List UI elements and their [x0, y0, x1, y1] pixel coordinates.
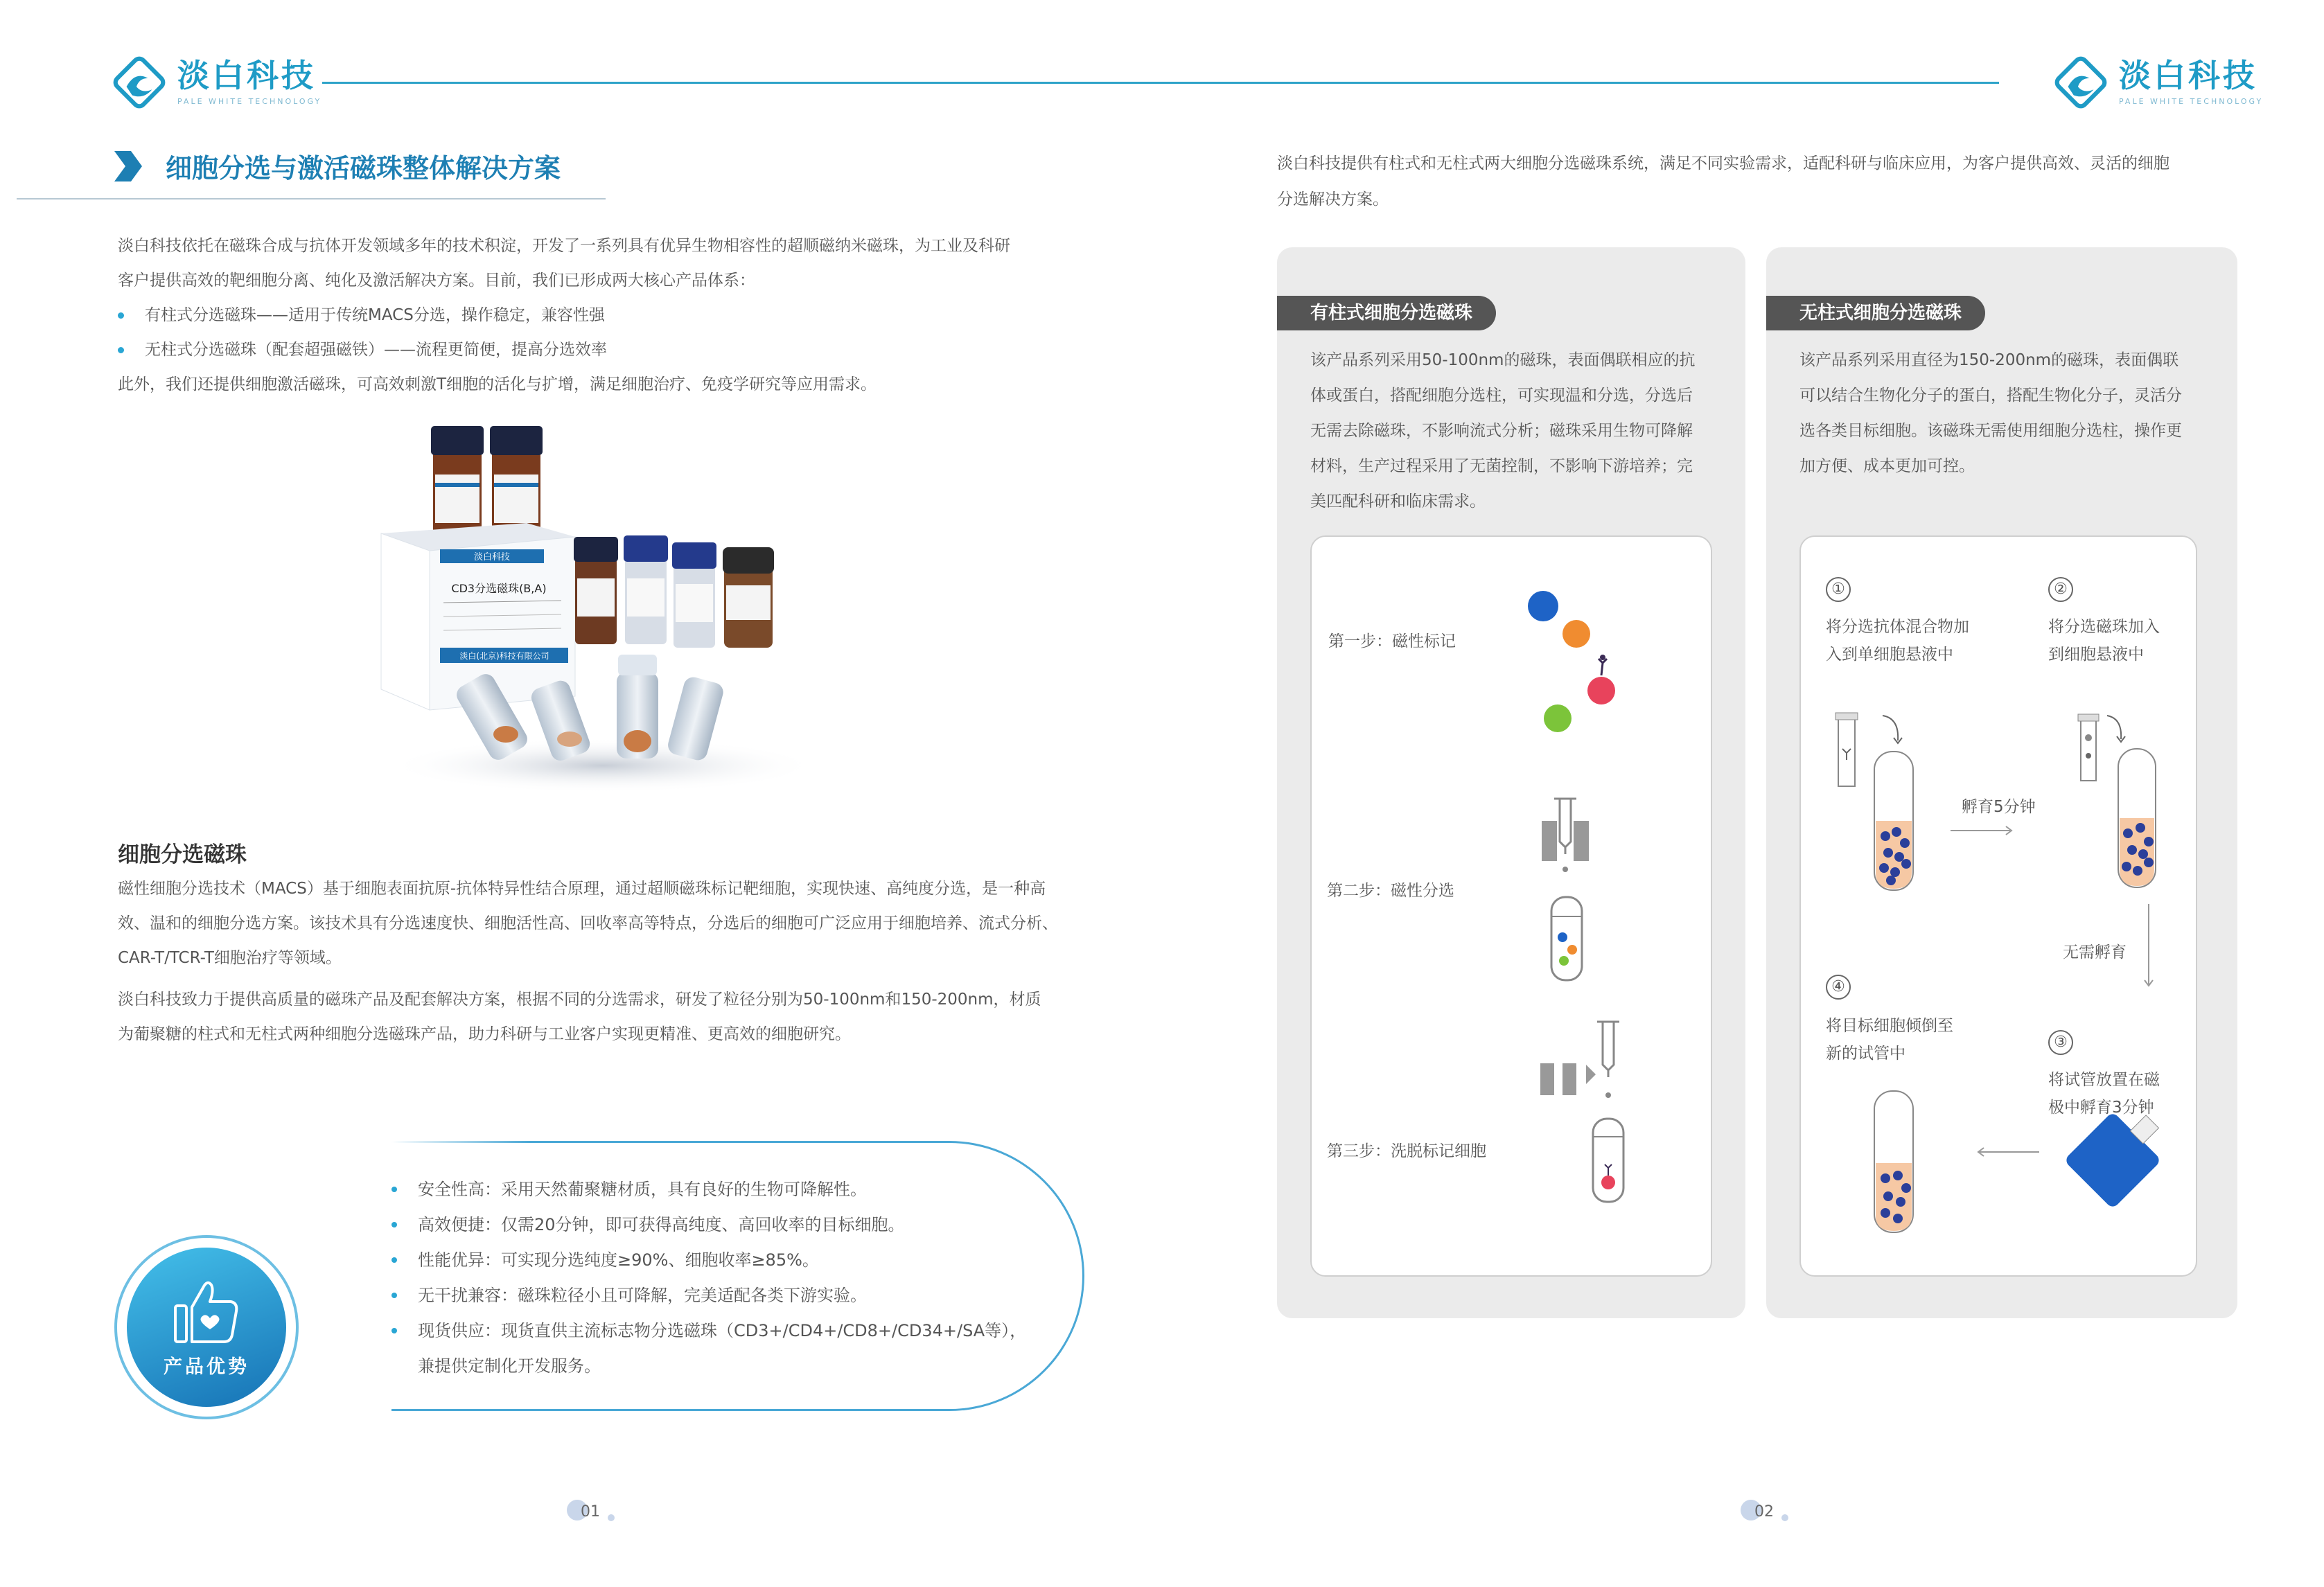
advantages-label: 产品优势 — [164, 1356, 249, 1378]
panel-description: 该产品系列采用直径为150-200nm的磁珠，表面偶联 可以结合生物化分子的蛋白，搭配生物化分子，灵活分 选各类目标细胞。该磁珠无需使用细胞分选柱，操作更 加方便、成本更加可控。 — [1799, 351, 2182, 475]
box-brand-text: 淡白科技 — [473, 552, 511, 562]
step-text: 将分选抗体混合物加 入到单细胞悬液中 — [1826, 618, 1969, 664]
advantage-item: 安全性高：采用天然葡聚糖材质，具有良好的生物可降解性。 — [391, 1172, 1057, 1207]
page-number: 01 — [581, 1503, 600, 1520]
advantage-item: 性能优异：可实现分选纯度≥90%、细胞收率≥85%。 — [391, 1243, 1057, 1278]
step-label: 第二步：磁性分选 — [1327, 882, 1454, 900]
intro-text — [118, 229, 1088, 402]
panel-description: 该产品系列采用50-100nm的磁珠，表面偶联相应的抗 体或蛋白，搭配细胞分选柱，可实现温和分选，分选后 无需去除磁珠，不影响流式分析；磁珠采用生物可降解 材料，生产过程采用了无菌控制，不影响下游培养；完 美匹配科研和临床需求。 — [1310, 351, 1696, 511]
advantage-item: 高效便捷：仅需20分钟，即可获得高纯度、高回收率的目标细胞。 — [391, 1207, 1057, 1243]
vial — [723, 547, 774, 648]
advantage-item: 无干扰兼容：磁珠粒径小且可降解，完美适配各类下游实验。 — [391, 1278, 1057, 1313]
step-text: 将目标细胞倾倒至 新的试管中 — [1826, 1017, 1953, 1063]
bullet-dot-icon — [118, 347, 124, 353]
section-title — [114, 147, 561, 185]
section-title-text: 细胞分选与激活磁珠整体解决方案 — [166, 153, 561, 184]
tube — [617, 655, 658, 759]
paragraph-line: CAR-T/TCR-T细胞治疗等领域。 — [118, 949, 342, 967]
paragraph-line: 磁性细胞分选技术（MACS）基于细胞表面抗原-抗体特异性结合原理，通过超顺磁珠标记靶细胞，实现快速、高纯度分选，是一种高 — [118, 880, 1046, 898]
paragraph-line: 为葡聚糖的柱式和无柱式两种细胞分选磁珠产品，助力科研与工业客户实现更精准、更高效的细胞研究。 — [118, 1025, 851, 1043]
bead — [1528, 591, 1558, 621]
column-process-diagram — [1310, 535, 1712, 1277]
page-dot — [608, 1514, 615, 1521]
paragraph-line: 分选解决方案。 — [1277, 190, 1389, 209]
section-underline — [17, 198, 606, 200]
columnfree-process-diagram — [1799, 535, 2197, 1277]
advantage-item-continuation: 兼提供定制化开发服务。 — [418, 1356, 601, 1376]
advantages-list — [391, 1172, 1057, 1384]
incubate-label: 孵育5分钟 — [1962, 798, 2036, 816]
step-label: 第三步：洗脱标记细胞 — [1327, 1142, 1486, 1160]
brand-mark-icon — [2052, 54, 2109, 111]
frame-fade — [391, 1140, 530, 1144]
step-label: 第一步：磁性标记 — [1328, 632, 1456, 650]
step-number: ① — [1826, 577, 1851, 602]
column-beads-panel — [1277, 247, 1745, 1318]
intro-bullet: 有柱式分选磁珠——适用于传统MACS分选，操作稳定，兼容性强 — [118, 298, 1088, 333]
brand-name-en: PALE WHITE TECHNOLOGY — [177, 96, 322, 106]
page-number: 02 — [1754, 1503, 1774, 1520]
column-steps-illustration — [1312, 537, 1714, 1278]
macs-paragraph-1 — [118, 871, 1088, 975]
columnfree-beads-panel — [1766, 247, 2237, 1318]
bullet-dot-icon — [391, 1187, 397, 1192]
product-photo — [374, 419, 818, 793]
thumbs-up-icon — [171, 1275, 243, 1347]
step-number: ② — [2048, 577, 2073, 602]
bullet-dot-icon — [391, 1293, 397, 1298]
paragraph-line: 效、温和的细胞分选方案。该技术具有分选速度快、细胞活性高、回收率高等特点，分选后的细胞可广泛应用于细胞培养、流式分析、 — [118, 914, 1058, 932]
panel-tag: 无柱式细胞分选磁珠 — [1766, 296, 1985, 330]
vial — [624, 535, 668, 644]
intro-line: 此外，我们还提供细胞激活磁珠，可高效刺激T细胞的活化与扩增，满足细胞治疗、免疫学研究等应用需求。 — [118, 375, 877, 393]
advantage-item: 现货供应：现货直供主流标志物分选磁珠（CD3+/CD4+/CD8+/CD34+/SA等）， — [391, 1313, 1057, 1349]
header-rule — [322, 82, 1999, 84]
intro-line: 淡白科技依托在磁珠合成与抗体开发领域多年的技术积淀，开发了一系列具有优异生物相容性的超顺磁纳米磁珠，为工业及科研 — [118, 237, 1010, 255]
advantages-badge — [127, 1248, 286, 1407]
page-dot — [1781, 1514, 1788, 1521]
macs-heading: 细胞分选磁珠 — [118, 842, 247, 867]
step-number: ③ — [2048, 1030, 2073, 1055]
box-label-text: CD3分选磁珠(B,A) — [451, 582, 547, 595]
bullet-dot-icon — [118, 312, 124, 319]
brand-name: 淡白科技 — [177, 56, 316, 94]
intro-line: 客户提供高效的靶细胞分离、纯化及激活解决方案。目前，我们已形成两大核心产品体系： — [118, 272, 755, 290]
vial — [672, 542, 716, 648]
step-text: 将试管放置在磁 极中孵育3分钟 — [2048, 1071, 2160, 1117]
paragraph-line: 淡白科技致力于提供高质量的磁珠产品及配套解决方案，根据不同的分选需求，研发了粒径分别为50-100nm和150-200nm，材质 — [118, 991, 1041, 1009]
intro-bullet: 无柱式分选磁珠（配套超强磁铁）——流程更简便，提高分选效率 — [118, 333, 1088, 367]
step-text: 将分选磁珠加入 到细胞悬液中 — [2048, 618, 2160, 664]
bullet-dot-icon — [391, 1328, 397, 1333]
box-company-text: 淡白(北京)科技有限公司 — [459, 651, 549, 661]
vial — [574, 537, 618, 644]
labeled-cell — [1587, 677, 1615, 704]
step-number: ④ — [1826, 975, 1851, 1000]
page2-intro — [1277, 145, 2237, 218]
paragraph-line: 淡白科技提供有柱式和无柱式两大细胞分选磁珠系统，满足不同实验需求，适配科研与临床应用，为客户提供高效、灵活的细胞 — [1277, 154, 2169, 172]
bead — [1544, 704, 1572, 732]
brand-logo-left — [111, 54, 322, 111]
brand-name-en: PALE WHITE TECHNOLOGY — [2119, 96, 2264, 106]
chevron-right-icon — [114, 151, 142, 181]
no-incubate-label: 无需孵育 — [2063, 943, 2127, 961]
macs-paragraph-2 — [118, 982, 1088, 1052]
panel-tag: 有柱式细胞分选磁珠 — [1277, 296, 1496, 330]
bead — [1562, 620, 1590, 648]
brand-name: 淡白科技 — [2119, 56, 2257, 94]
brand-logo-right — [2052, 54, 2263, 111]
bullet-dot-icon — [391, 1257, 397, 1263]
brand-mark-icon — [111, 54, 168, 111]
columnfree-steps-illustration — [1801, 537, 2199, 1278]
bullet-dot-icon — [391, 1222, 397, 1227]
